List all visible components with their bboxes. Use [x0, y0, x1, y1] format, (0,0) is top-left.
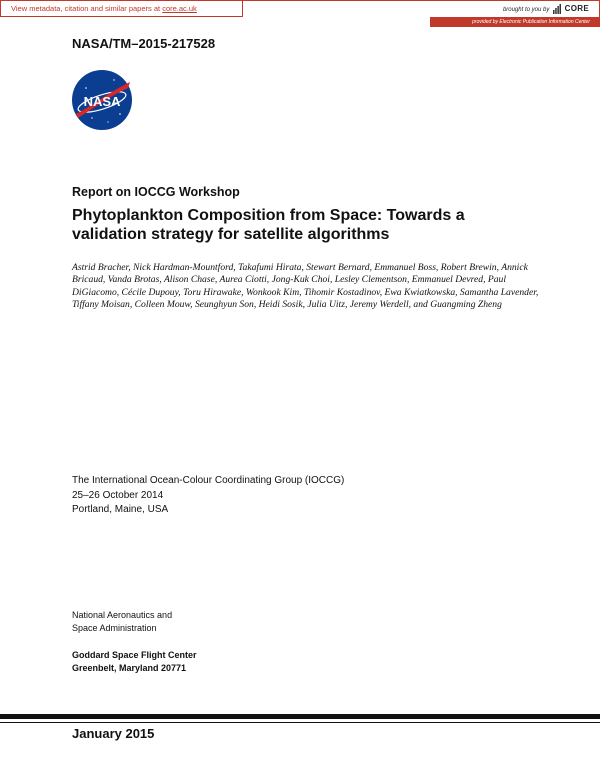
footer-rule-thick [0, 714, 600, 719]
agency-name [72, 609, 172, 634]
workshop-details [72, 474, 344, 518]
workshop-label: Report on IOCCG Workshop [72, 185, 240, 199]
core-brought-by: brought to you by [502, 7, 550, 13]
core-logo-icon [553, 4, 561, 14]
nasa-logo-text: NASA [83, 94, 121, 109]
agency-line-1: National Aeronautics and [72, 610, 173, 620]
workshop-location: Portland, Maine, USA [72, 504, 169, 515]
center-address [72, 649, 197, 674]
core-banner [0, 0, 600, 28]
document-title: Phytoplankton Composition from Space: Towards a validation strategy for satellite algorithms [72, 207, 465, 243]
core-link[interactable]: core.ac.uk [162, 4, 197, 13]
nasa-meatball-icon [70, 68, 134, 132]
organization-name: The International Ocean-Colour Coordinating Group (IOCCG) [72, 475, 345, 486]
center-name: Goddard Space Flight Center [72, 650, 197, 660]
core-brand: CORE [564, 4, 589, 13]
publication-date: January 2015 [72, 726, 155, 741]
report-number: NASA/TM–2015-217528 [72, 36, 216, 51]
workshop-dates: 25–26 October 2014 [72, 489, 164, 501]
core-link-prefix: View metadata, citation and similar papers at [11, 4, 163, 13]
center-location: Greenbelt, Maryland 20771 [72, 662, 187, 673]
author-list: Astrid Bracher, Nick Hardman-Mountford, Takafumi Hirata, Stewart Bernard, Emmanuel Boss, Robert Brewin, Annick Bricaud, Vanda Brotas, Alison Chase, Aurea Ciotti, Jong-Kuk Choi, Lesley Clementson, Emmanuel Devred, Paul DiGiacomo, Cécile Dupouy, Toru Hirawake, Wonkook Kim, Tihomir Kostadinov, Ewa Kwiatkowska, Samantha Lavender, Tiffany Moisan, Colleen Mouw, Seunghyun Son, Heidi Sosik, Julia Uitz, Jeremy Werdell, and Guangming Zheng [72, 262, 539, 310]
core-brand-box[interactable] [243, 0, 600, 17]
agency-line-2: Space Administration [72, 622, 157, 633]
nasa-logo [70, 68, 134, 132]
core-provider: provided by Electronic Publication Information Center [430, 17, 600, 27]
core-metadata-link-box[interactable] [0, 0, 243, 17]
footer-rule-thin [0, 722, 600, 723]
